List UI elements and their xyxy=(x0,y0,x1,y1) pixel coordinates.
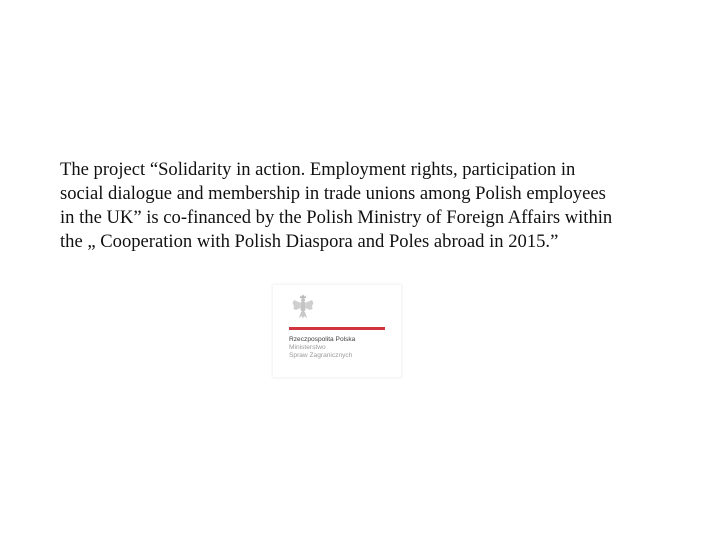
logo-country-name: Rzeczpospolita Polska xyxy=(289,336,356,343)
logo-ministry-line1: Ministerstwo xyxy=(289,344,326,351)
ministry-logo xyxy=(273,285,401,377)
polish-eagle-icon xyxy=(291,293,315,321)
flag-stripe xyxy=(289,327,385,330)
funding-statement: The project “Solidarity in action. Employment rights, participation in social dialogue and membership in trade unions among Polish employees in the UK” is co-financed by the Polish Ministry of Foreign Affairs within the „ Cooperation with Polish Diaspora and Poles abroad in 2015.” xyxy=(60,159,613,252)
logo-ministry-line2: Spraw Zagranicznych xyxy=(289,352,353,359)
